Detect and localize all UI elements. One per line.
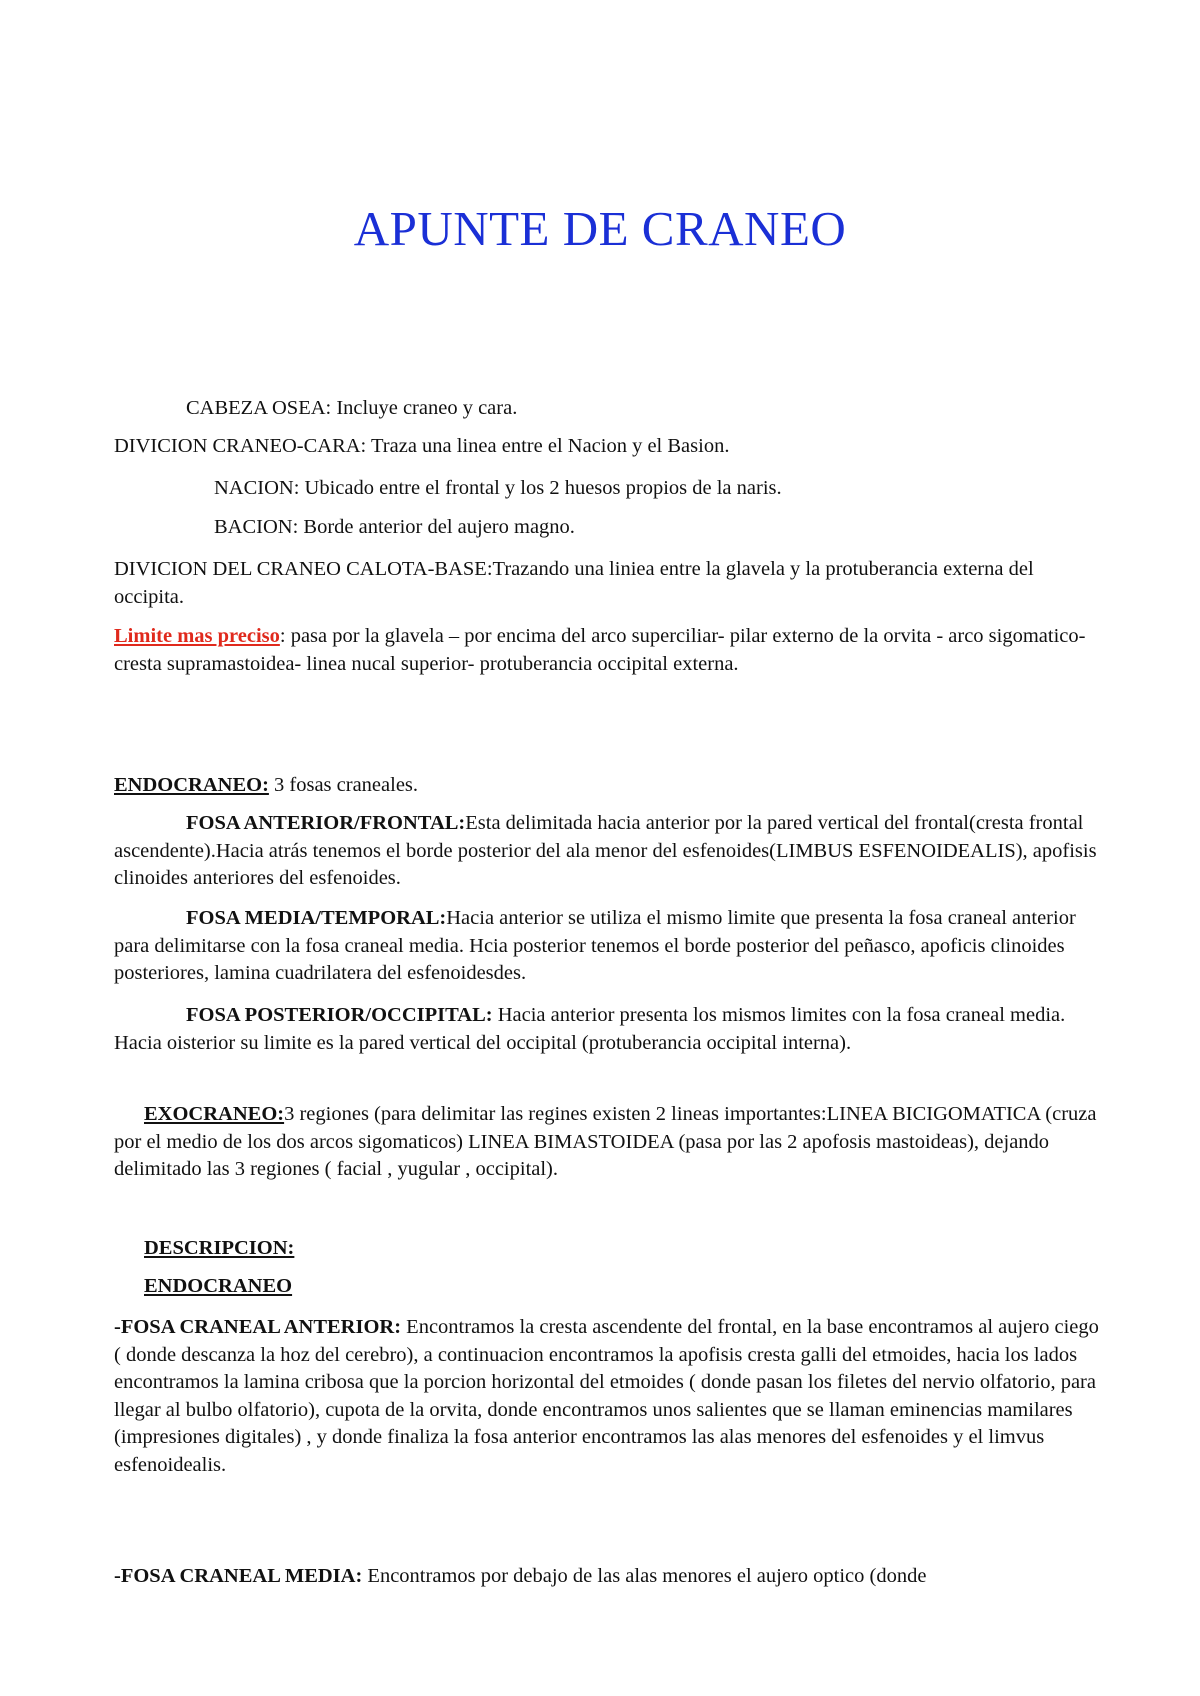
paragraph-fosa-anterior — [114, 810, 1104, 893]
paragraph-fosa-craneal-media — [114, 1563, 1104, 1591]
page-title: APUNTE DE CRANEO — [353, 201, 847, 256]
fosa-anterior-label: FOSA ANTERIOR/FRONTAL: — [186, 812, 466, 834]
fosa-posterior-label: FOSA POSTERIOR/OCCIPITAL: — [186, 1004, 493, 1026]
paragraph-division-calota-base: DIVICION DEL CRANEO CALOTA-BASE:Trazando una liniea entre la glavela y la protuberancia externa del occipita. — [114, 558, 1034, 608]
paragraph-fosa-posterior — [114, 1002, 1104, 1057]
fcm-label: -FOSA CRANEAL MEDIA: — [114, 1565, 363, 1587]
endocraneo-label: ENDOCRANEO: — [114, 774, 269, 796]
fca-text: Encontramos la cresta ascendente del frontal, en la base encontramos al aujero ciego ( donde descanza la hoz del cerebro), a continuacion encontramos la apofisis cresta galli del etmoides, hacia los lados encontramos la lamina cribosa que la porcion horizontal del etmoides ( donde pasan los filetes del nervio olfatorio, para llegar al bulbo olfatorio), cupota de la orvita, donde encontramos unos salientes que se llaman eminencias mamilares (impresiones digitales) , y donde finaliza la fosa anterior encontramos las alas menores del esfenoides y el limvus esfenoidealis. — [114, 1316, 1099, 1476]
fca-label: -FOSA CRANEAL ANTERIOR: — [114, 1316, 402, 1338]
exocraneo-label: EXOCRANEO: — [144, 1103, 285, 1125]
descripcion-heading: DESCRIPCION: — [144, 1237, 295, 1259]
fosa-media-label: FOSA MEDIA/TEMPORAL: — [186, 907, 447, 929]
exocraneo-text: 3 regiones (para delimitar las regines existen 2 lineas importantes:LINEA BICIGOMATICA (cruza por el medio de los dos arcos sigomaticos) LINEA BIMASTOIDEA (pasa por las 2 apofosis mastoideas), dejando delimitado las 3 regiones ( facial , yugular , occipital). — [114, 1103, 1097, 1180]
fcm-text: Encontramos por debajo de las alas menores el aujero optico (donde — [362, 1565, 927, 1587]
paragraph-fosa-craneal-anterior — [114, 1314, 1104, 1479]
paragraph-endocraneo — [114, 772, 1104, 800]
paragraph-nacion: NACION: Ubicado entre el frontal y los 2 huesos propios de la naris. — [214, 477, 782, 499]
paragraph-fosa-media — [114, 905, 1104, 988]
endocraneo-text: 3 fosas craneales. — [268, 774, 419, 796]
paragraph-division-craneo-cara: DIVICION CRANEO-CARA: Traza una linea entre el Nacion y el Basion. — [114, 435, 730, 457]
fosa-media-text: Hacia anterior se utiliza el mismo limite que presenta la fosa craneal anterior para delimitarse con la fosa craneal media. Hcia posterior tenemos el borde posterior del peñasco, apoficis clinoides posteriores, lamina cuadrilatera del esfenoidesdes. — [114, 907, 1076, 984]
limite-preciso-label: Limite mas preciso — [114, 625, 280, 647]
fosa-posterior-text: Hacia anterior presenta los mismos limites con la fosa craneal media. Hacia oisterior su limite es la pared vertical del occipital (protuberancia occipital interna). — [114, 1004, 1066, 1054]
endocraneo-heading: ENDOCRANEO — [144, 1275, 293, 1297]
paragraph-bacion: BACION: Borde anterior del aujero magno. — [214, 516, 575, 538]
fosa-anterior-text: Esta delimitada hacia anterior por la pared vertical del frontal(cresta frontal ascendente).Hacia atrás tenemos el borde posterior del ala menor del esfenoides(LIMBUS ESFENOIDEALIS), apofisis clinoides anteriores del esfenoides. — [114, 812, 1097, 889]
paragraph-limite-preciso — [114, 623, 1104, 678]
paragraph-cabeza-osea: CABEZA OSEA: Incluye craneo y cara. — [186, 397, 518, 419]
paragraph-exocraneo — [114, 1101, 1104, 1184]
limite-preciso-text: : pasa por la glavela – por encima del arco superciliar- pilar externo de la orvita - arco sigomatico-cresta supramastoidea- linea nucal superior- protuberancia occipital externa. — [114, 625, 1086, 675]
